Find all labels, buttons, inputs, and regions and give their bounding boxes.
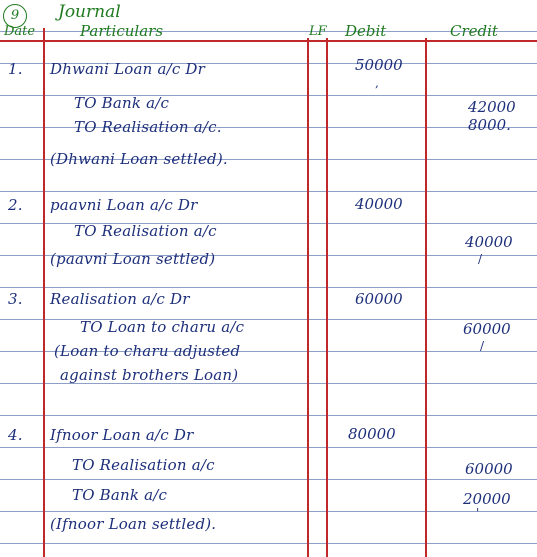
col-header-debit: Debit: [345, 22, 387, 40]
col-header-date: Date: [4, 24, 36, 39]
particulars-column-rule: [307, 38, 309, 557]
entry-line: TO Loan to charu a/c: [80, 318, 245, 336]
entry-number: 1.: [8, 60, 23, 78]
rule-line: [0, 543, 537, 544]
entry-line: (Dhwani Loan settled).: [50, 150, 228, 168]
tick-mark: ': [476, 506, 480, 520]
entry-line: TO Realisation a/c.: [74, 118, 222, 136]
rule-line: [0, 511, 537, 512]
header-red-rule: [0, 40, 537, 42]
entry-line: TO Bank a/c: [74, 94, 170, 112]
debit-amount: 40000: [355, 195, 403, 213]
credit-amount: 20000: [463, 490, 511, 508]
journal-title: Journal: [58, 2, 121, 22]
entry-line: (Ifnoor Loan settled).: [50, 515, 217, 533]
entry-number: 3.: [8, 290, 23, 308]
rule-line: [0, 287, 537, 288]
debit-amount: 60000: [355, 290, 403, 308]
rule-line: [0, 447, 537, 448]
credit-amount: 42000: [468, 98, 516, 116]
tick-mark: ,: [375, 76, 379, 90]
entry-line: paavni Loan a/c Dr: [50, 196, 198, 214]
credit-amount: 8000.: [468, 116, 511, 134]
debit-amount: 80000: [348, 425, 396, 443]
col-header-credit: Credit: [450, 22, 498, 40]
lf-column-rule: [326, 38, 328, 557]
entry-number: 4.: [8, 426, 23, 444]
entry-line: TO Realisation a/c: [74, 222, 217, 240]
entry-line: (paavni Loan settled): [50, 250, 216, 268]
credit-amount: 60000: [463, 320, 511, 338]
entry-line: TO Bank a/c: [72, 486, 168, 504]
question-number: 9: [3, 4, 27, 28]
rule-line: [0, 415, 537, 416]
col-header-lf: LF: [309, 24, 327, 39]
entry-line: against brothers Loan): [60, 366, 239, 384]
rule-line: [0, 191, 537, 192]
credit-amount: 60000: [465, 460, 513, 478]
col-header-particulars: Particulars: [80, 22, 164, 40]
tick-mark: /: [480, 339, 485, 353]
entry-number: 2.: [8, 196, 23, 214]
credit-amount: 40000: [465, 233, 513, 251]
entry-line: Realisation a/c Dr: [50, 290, 190, 308]
tick-mark: /: [478, 252, 483, 266]
rule-line: [0, 479, 537, 480]
entry-line: (Loan to charu adjusted: [54, 342, 241, 360]
debit-column-rule: [425, 38, 427, 557]
entry-line: Dhwani Loan a/c Dr: [50, 60, 206, 78]
entry-line: TO Realisation a/c: [72, 456, 215, 474]
date-column-rule: [43, 28, 45, 557]
debit-amount: 50000: [355, 56, 403, 74]
entry-line: Ifnoor Loan a/c Dr: [50, 426, 194, 444]
